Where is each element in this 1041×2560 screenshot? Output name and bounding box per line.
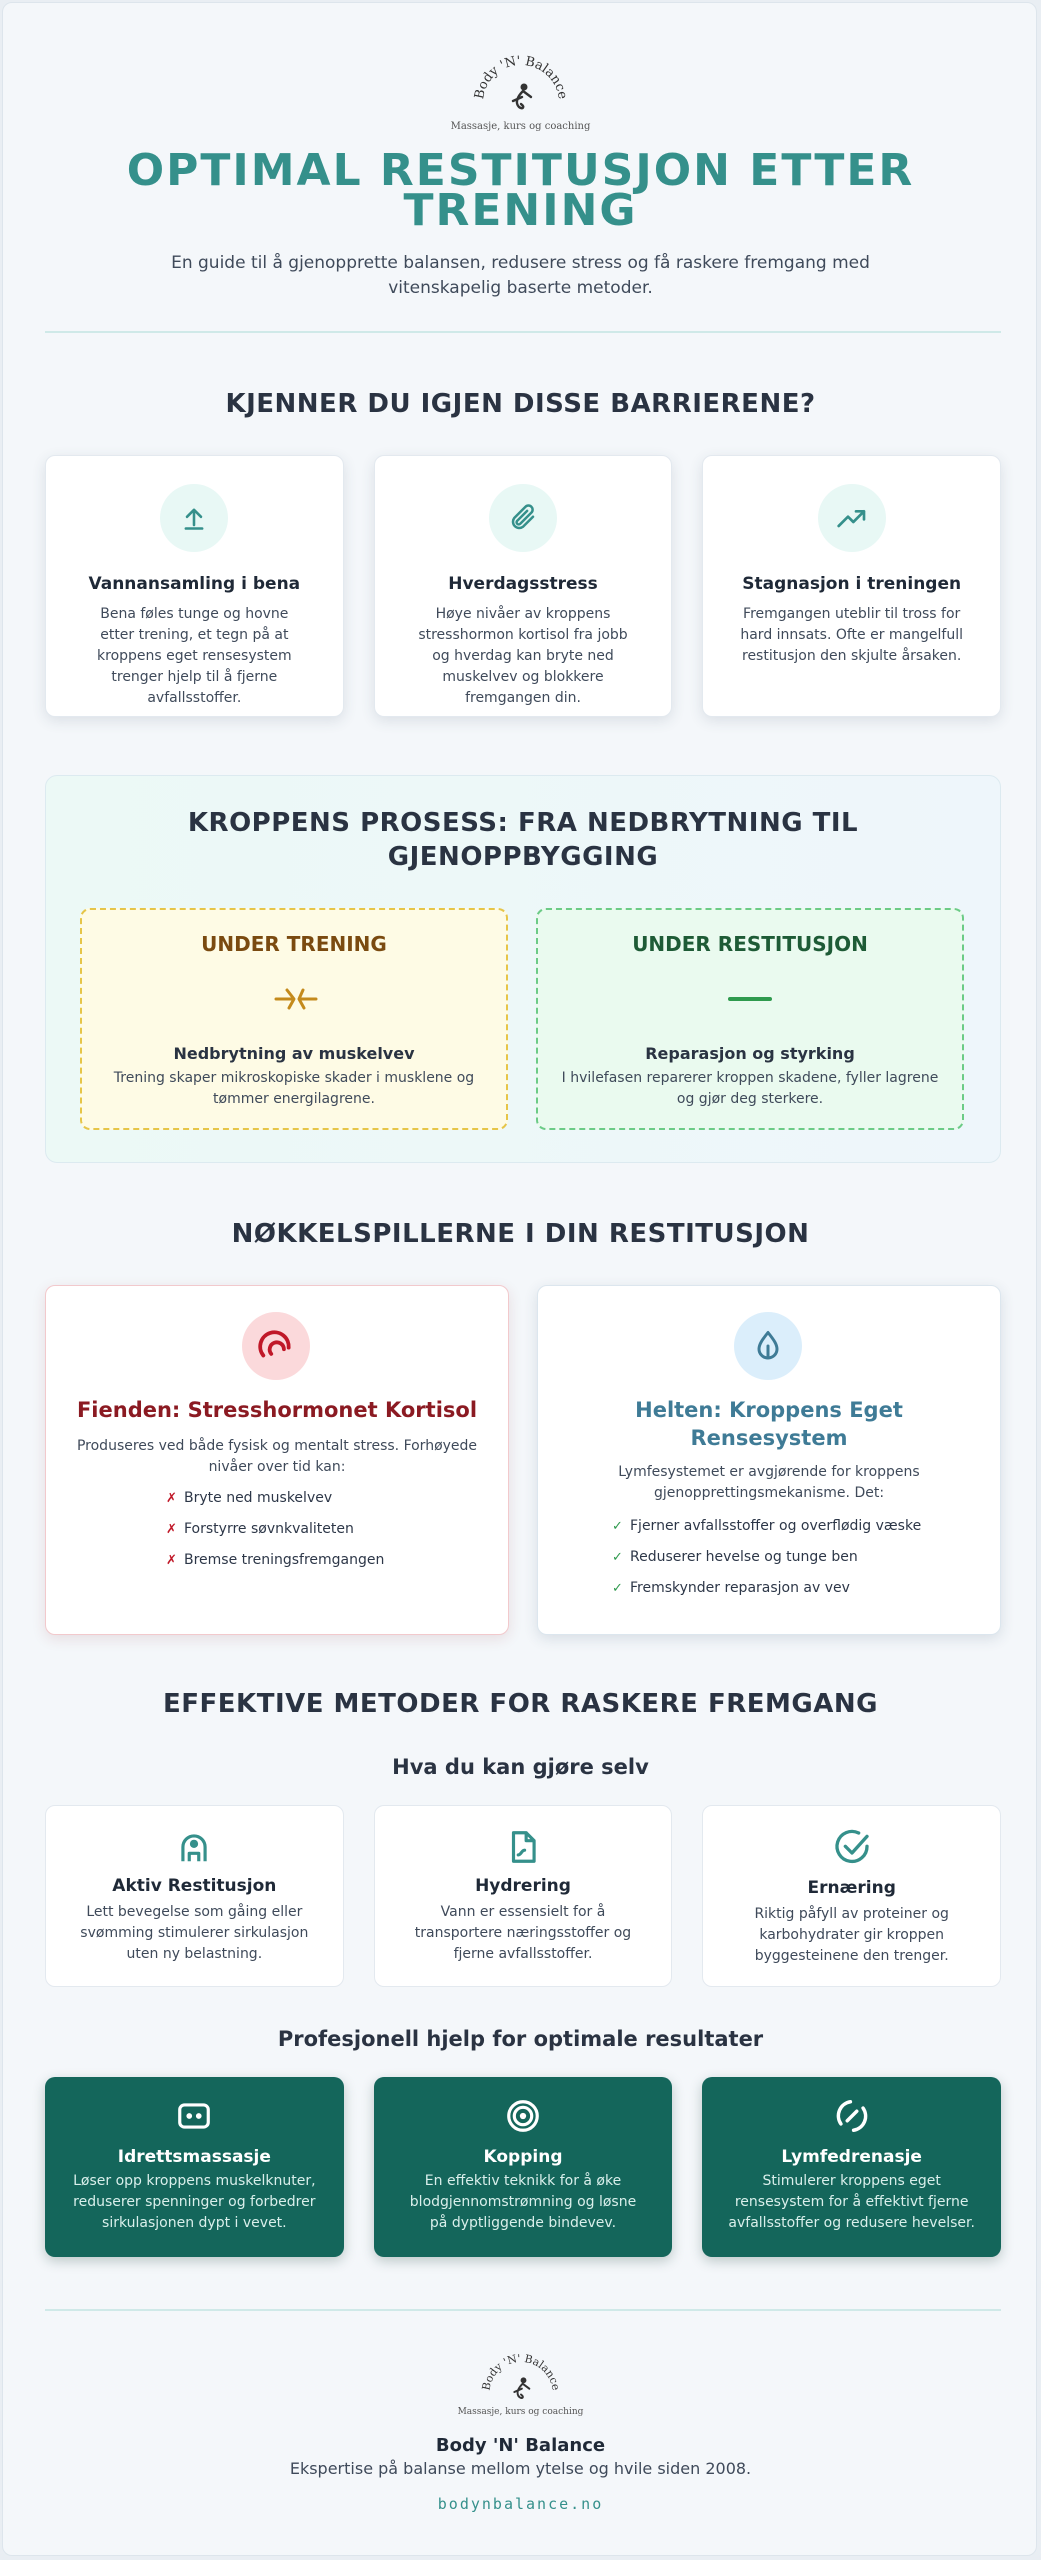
massage-icon (45, 2097, 344, 2139)
infographic-page (2, 2, 1037, 2556)
target-icon (374, 2097, 673, 2139)
cross-icon: ✗ (166, 1553, 177, 1568)
self-help-title: Hva du kan gjøre selv (392, 1755, 649, 1779)
list-item: ✓ Fremskynder reparasjon av vev (612, 1580, 850, 1596)
barrier-title: Hverdagsstress (448, 574, 598, 594)
pro-card (45, 2077, 344, 2257)
page-subtitle: En guide til å gjenopprette balansen, redusere stress og få raskere fremgang med vitenskapelig baserte metoder. (171, 253, 870, 298)
barrier-card (702, 455, 1001, 717)
logo-tagline: Massasje, kurs og coaching (457, 2407, 584, 2417)
divider (45, 331, 1001, 333)
phase-label: UNDER TRENING (201, 932, 387, 956)
barrier-title: Stagnasjon i treningen (742, 574, 962, 594)
phase-training (80, 908, 508, 1130)
method-title: Aktiv Restitusjon (112, 1876, 277, 1896)
enemy-card (45, 1285, 509, 1635)
self-help-row (45, 1805, 1001, 1987)
process-section (45, 775, 1001, 1163)
footer-website-link[interactable]: bodynbalance.no (437, 2495, 604, 2513)
phase-text: Trening skaper mikroskopiske skader i musklene og tømmer energilagrene. (113, 1070, 475, 1107)
process-title: KROPPENS PROSESS: FRA NEDBRYTNING TIL GJENOPPBYGGING (187, 808, 859, 872)
logo-arc-text: Body 'N' Balance (471, 53, 570, 101)
method-card (702, 1805, 1001, 1987)
logo-tagline: Massasje, kurs og coaching (450, 121, 591, 132)
hero-list (612, 1518, 921, 1611)
arrow-up-icon (160, 484, 228, 552)
document-icon (375, 1828, 672, 1870)
cross-icon: ✗ (166, 1522, 177, 1537)
pro-card (374, 2077, 673, 2257)
cortisol-icon (242, 1312, 310, 1380)
pro-help-row (45, 2077, 1001, 2257)
check-icon: ✓ (612, 1550, 623, 1565)
pro-title: Kopping (483, 2147, 563, 2167)
cycle-icon (702, 2097, 1001, 2139)
divider (45, 2309, 1001, 2311)
barrier-card (374, 455, 673, 717)
check-icon: ✓ (612, 1519, 623, 1534)
enemy-title: Fienden: Stresshormonet Kortisol (76, 1398, 478, 1422)
barrier-text: Bena føles tunge og hovne etter trening, et tegn på at kroppens eget rensesystem trenger hjelp til å fjerne avfallsstoffer. (97, 606, 292, 706)
list-item: ✓ Fjerner avfallsstoffer og overflødig væske (612, 1518, 922, 1534)
paperclip-icon (489, 484, 557, 552)
hero-text: Lymfesystemet er avgjørende for kroppens gjenopprettingsmekanisme. Det: (618, 1464, 920, 1501)
methods-title: EFFEKTIVE METODER FOR RASKERE FREMGANG (163, 1689, 878, 1719)
barrier-title: Vannansamling i bena (88, 574, 301, 594)
check-circle-icon (703, 1828, 1000, 1872)
pro-text: Stimulerer kroppens eget rensesystem for å effektivt fjerne avfallsstoffer og redusere hevelser. (728, 2173, 975, 2231)
trend-up-icon (818, 484, 886, 552)
broken-bar-icon (274, 984, 318, 1014)
pro-text: En effektiv teknikk for å øke blodgjennomstrømning og løsne på dyptliggende bindevev. (409, 2173, 637, 2231)
list-item: ✓ Reduserer hevelse og tunge ben (612, 1549, 858, 1565)
header-logo (3, 47, 1038, 132)
players-title: NØKKELSPILLERNE I DIN RESTITUSJON (231, 1219, 810, 1249)
pro-title: Idrettsmassasje (117, 2147, 271, 2167)
list-item: ✗ Bryte ned muskelvev (166, 1490, 333, 1506)
barrier-text: Fremgangen uteblir til tross for hard innsats. Ofte er mangelfull restitusjon den skjulte årsaken. (740, 606, 963, 664)
phase-heading: Reparasjon og styrking (645, 1044, 855, 1063)
method-card (45, 1805, 344, 1987)
barrier-text: Høye nivåer av kroppens stresshormon kortisol fra jobb og hverdag kan bryte ned muskelvev og blokkere fremgangen din. (418, 606, 628, 706)
brand-logo-icon (471, 2347, 571, 2407)
person-icon (46, 1828, 343, 1870)
brand-logo-icon (461, 47, 581, 119)
method-text: Riktig påfyll av proteiner og karbohydrater gir kroppen byggesteinene den trenger. (754, 1906, 949, 1964)
phase-recovery (536, 908, 964, 1130)
hero-title: Helten: Kroppens Eget Rensesystem (635, 1398, 903, 1450)
method-text: Lett bevegelse som gåing eller svømming stimulerer sirkulasjon uten ny belastning. (80, 1904, 309, 1962)
list-item: ✗ Bremse treningsfremgangen (166, 1552, 385, 1568)
drop-icon (734, 1312, 802, 1380)
footer-tagline: Ekspertise på balanse mellom ytelse og hvile siden 2008. (289, 2459, 752, 2478)
pro-title: Lymfedrenasje (781, 2147, 922, 2167)
footer-logo (3, 2347, 1038, 2417)
barrier-card (45, 455, 344, 717)
pro-text: Løser opp kroppens muskelknuter, reduserer spenninger og forbedrer sirkulasjonen dypt i vevet. (73, 2173, 316, 2231)
method-title: Hydrering (475, 1876, 571, 1896)
check-icon: ✓ (612, 1581, 623, 1596)
pro-card (702, 2077, 1001, 2257)
method-text: Vann er essensielt for å transportere næringsstoffer og fjerne avfallsstoffer. (414, 1904, 632, 1962)
phase-heading: Nedbrytning av muskelvev (173, 1044, 415, 1063)
hero-card (537, 1285, 1001, 1635)
list-item: ✗ Forstyrre søvnkvaliteten (166, 1521, 354, 1537)
logo-arc-text: Body 'N' Balance (478, 2351, 563, 2392)
barriers-title: KJENNER DU IGJEN DISSE BARRIERENE? (225, 389, 816, 419)
method-title: Ernæring (807, 1878, 896, 1898)
page-title: OPTIMAL RESTITUSJON ETTER TRENING (126, 145, 915, 236)
pro-help-title: Profesjonell hjelp for optimale resultater (277, 2027, 764, 2051)
phase-text: I hvilefasen reparerer kroppen skadene, fyller lagrene og gjør deg sterkere. (561, 1070, 939, 1107)
barriers-row (45, 455, 1001, 717)
phase-label: UNDER RESTITUSJON (632, 932, 868, 956)
enemy-list (166, 1490, 384, 1583)
method-card (374, 1805, 673, 1987)
solid-bar-icon (728, 984, 772, 1014)
enemy-text: Produseres ved både fysisk og mentalt stress. Forhøyede nivåer over tid kan: (76, 1438, 478, 1475)
footer-brand: Body 'N' Balance (435, 2435, 606, 2456)
cross-icon: ✗ (166, 1491, 177, 1506)
